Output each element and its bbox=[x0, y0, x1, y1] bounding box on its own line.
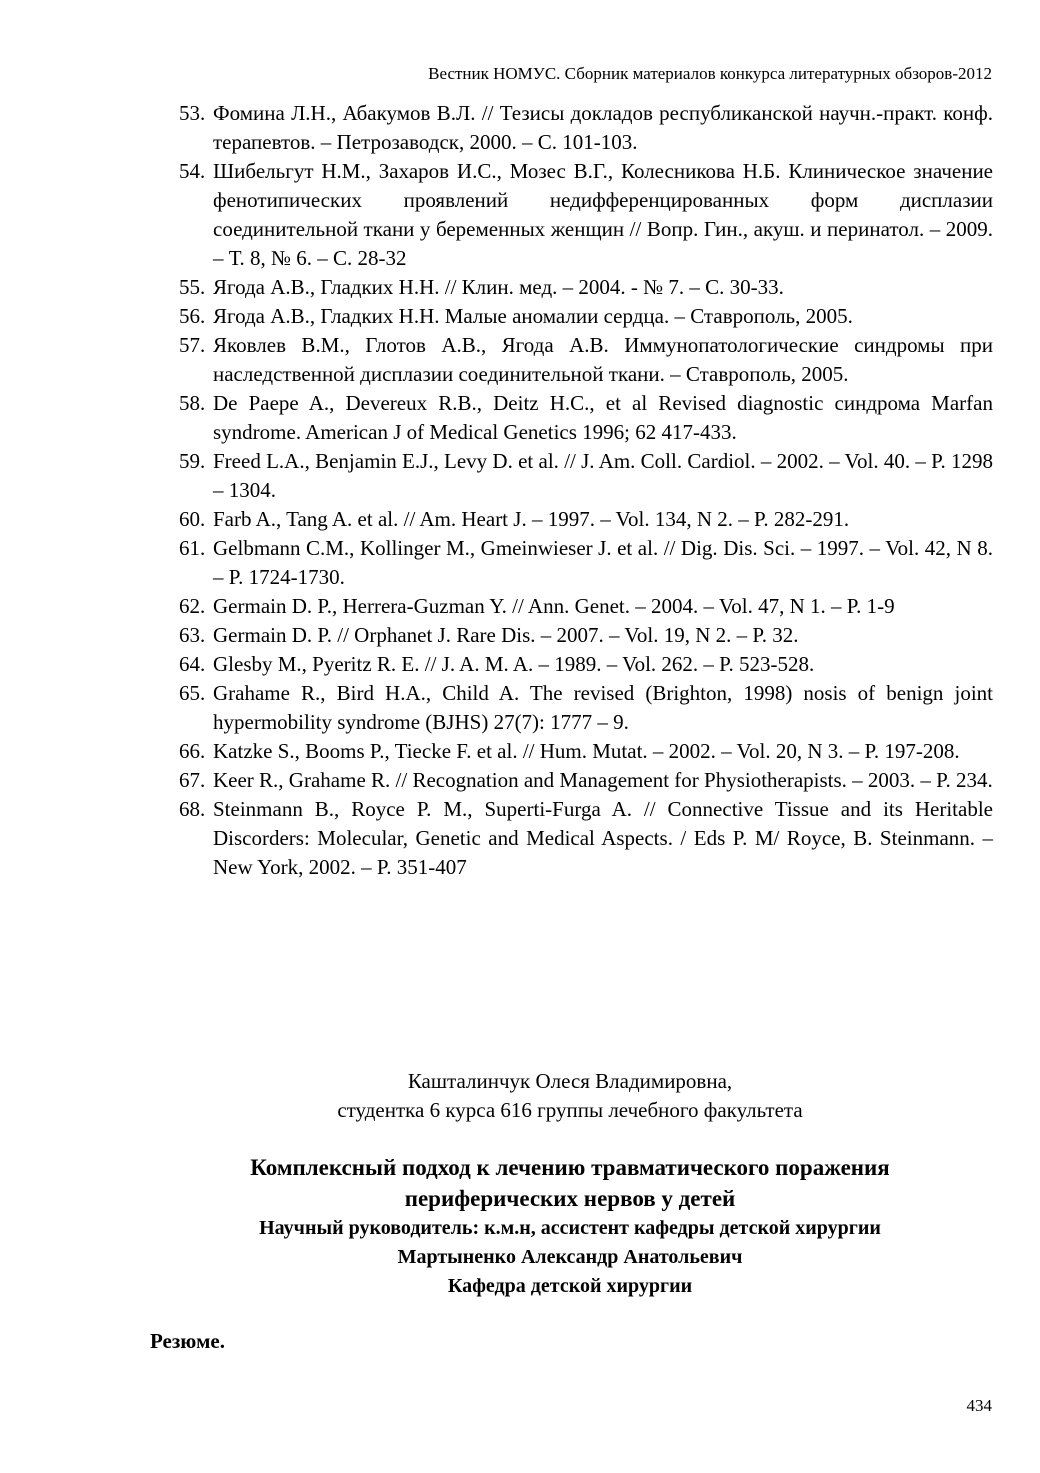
reference-item bbox=[176, 766, 993, 795]
reference-item bbox=[176, 505, 993, 534]
running-header: Вестник НОМУС. Сборник материалов конкурса литературных обзоров-2012 bbox=[428, 64, 992, 83]
reference-number: 63. bbox=[179, 623, 206, 647]
reference-number: 64. bbox=[179, 652, 206, 676]
reference-number: 62. bbox=[179, 594, 206, 618]
article-title-line-1: Комплексный подход к лечению травматического поражения bbox=[250, 1155, 890, 1180]
reference-item bbox=[176, 389, 993, 447]
reference-text: De Paepe A., Devereux R.B., Deitz H.C., et al Revised diagnostic синдрома Marfan syndrome. American J of Medical Genetics 1996; 62 417-433. bbox=[213, 391, 993, 444]
reference-text: Grahame R., Bird H.A., Child A. The revised (Brighton, 1998) nosis of benign joint hypermobility syndrome (BJHS) 27(7): 1777 – 9. bbox=[213, 681, 993, 734]
reference-item bbox=[176, 302, 993, 331]
reference-number: 66. bbox=[179, 739, 206, 763]
reference-item bbox=[176, 447, 993, 505]
reference-text: Glesby M., Pyeritz R. E. // J. A. M. A. – 1989. – Vol. 262. – P. 523-528. bbox=[213, 652, 815, 676]
author-info: студентка 6 курса 616 группы лечебного факультета bbox=[337, 1098, 803, 1122]
reference-number: 60. bbox=[179, 507, 206, 531]
reference-number: 58. bbox=[179, 391, 206, 415]
reference-text: Keer R., Grahame R. // Recognation and Management for Physiotherapists. – 2003. – P. 234. bbox=[213, 768, 993, 792]
author-name: Кашталинчук Олеся Владимировна, bbox=[407, 1069, 733, 1093]
reference-number: 54. bbox=[179, 159, 206, 183]
reference-item bbox=[176, 795, 993, 882]
reference-text: Ягода А.В., Гладких Н.Н. // Клин. мед. – 2004. - № 7. – С. 30-33. bbox=[213, 275, 784, 299]
reference-text: Steinmann B., Royce P. M., Superti-Furga A. // Connective Tissue and its Heritable Discorders: Molecular, Genetic and Medical Aspects. / Eds P. M/ Royce, B. Steinmann. – New York, 2002. – P. 351-407 bbox=[213, 797, 993, 879]
reference-text: Яковлев В.М., Глотов А.В., Ягода А.В. Иммунопатологические синдромы при наследственной дисплазии соединительной ткани. – Ставрополь, 2005. bbox=[213, 333, 993, 386]
reference-item bbox=[176, 592, 993, 621]
reference-item bbox=[176, 679, 993, 737]
reference-text: Katzke S., Booms P., Tiecke F. et al. // Hum. Mutat. – 2002. – Vol. 20, N 3. – P. 197-208. bbox=[213, 739, 960, 763]
reference-number: 67. bbox=[179, 768, 206, 792]
reference-text: Freed L.A., Benjamin E.J., Levy D. et al. // J. Am. Coll. Cardiol. – 2002. – Vol. 40. – P. 1298 – 1304. bbox=[213, 449, 993, 502]
reference-item bbox=[176, 99, 993, 157]
reference-text: Farb A., Tang A. et al. // Am. Heart J. – 1997. – Vol. 134, N 2. – P. 282-291. bbox=[213, 507, 850, 531]
supervisor-name: Мартыненко Александр Анатольевич bbox=[397, 1246, 743, 1268]
reference-number: 61. bbox=[179, 536, 206, 560]
reference-text: Ягода А.В., Гладких Н.Н. Малые аномалии сердца. – Ставрополь, 2005. bbox=[213, 304, 853, 328]
reference-number: 57. bbox=[179, 333, 206, 357]
reference-item bbox=[176, 621, 993, 650]
reference-number: 68. bbox=[179, 797, 206, 821]
article-title-line-2: периферических нервов у детей bbox=[404, 1186, 736, 1211]
supervisor-line: Научный руководитель: к.м.н, ассистент кафедры детской хирургии bbox=[259, 1217, 881, 1239]
reference-text: Gelbmann C.M., Kollinger M., Gmeinwieser J. et al. // Dig. Dis. Sci. – 1997. – Vol. 42, N 8. – P. 1724-1730. bbox=[213, 536, 993, 589]
reference-item bbox=[176, 273, 993, 302]
reference-number: 59. bbox=[179, 449, 206, 473]
reference-text: Germain D. P., Herrera-Guzman Y. // Ann. Genet. – 2004. – Vol. 47, N 1. – P. 1-9 bbox=[213, 594, 895, 618]
reference-item bbox=[176, 650, 993, 679]
reference-number: 53. bbox=[179, 101, 206, 125]
section-heading-resume: Резюме. bbox=[150, 1329, 225, 1353]
reference-text: Шибельгут Н.М., Захаров И.С., Мозес В.Г., Колесникова Н.Б. Клиническое значение фенотипических проявлений недифференцированных форм дисплазии соединительной ткани у беременных женщин // Вопр. Гин., акуш. и перинатол. – 2009. – Т. 8, № 6. – С. 28-32 bbox=[213, 159, 993, 270]
author-block bbox=[0, 1067, 1040, 1125]
reference-item bbox=[176, 534, 993, 592]
reference-item bbox=[176, 157, 993, 273]
reference-item bbox=[176, 737, 993, 766]
reference-number: 55. bbox=[179, 275, 206, 299]
reference-item bbox=[176, 331, 993, 389]
reference-text: Фомина Л.Н., Абакумов В.Л. // Тезисы докладов республиканской научн.-практ. конф. терапевтов. – Петрозаводск, 2000. – С. 101-103. bbox=[213, 101, 993, 154]
department-name: Кафедра детской хирургии bbox=[447, 1275, 693, 1297]
reference-number: 65. bbox=[179, 681, 206, 705]
page-number: 434 bbox=[966, 1396, 992, 1415]
article-title-block bbox=[0, 1152, 1040, 1301]
reference-text: Germain D. P. // Orphanet J. Rare Dis. – 2007. – Vol. 19, N 2. – P. 32. bbox=[213, 623, 799, 647]
reference-number: 56. bbox=[179, 304, 206, 328]
reference-list bbox=[176, 99, 993, 882]
